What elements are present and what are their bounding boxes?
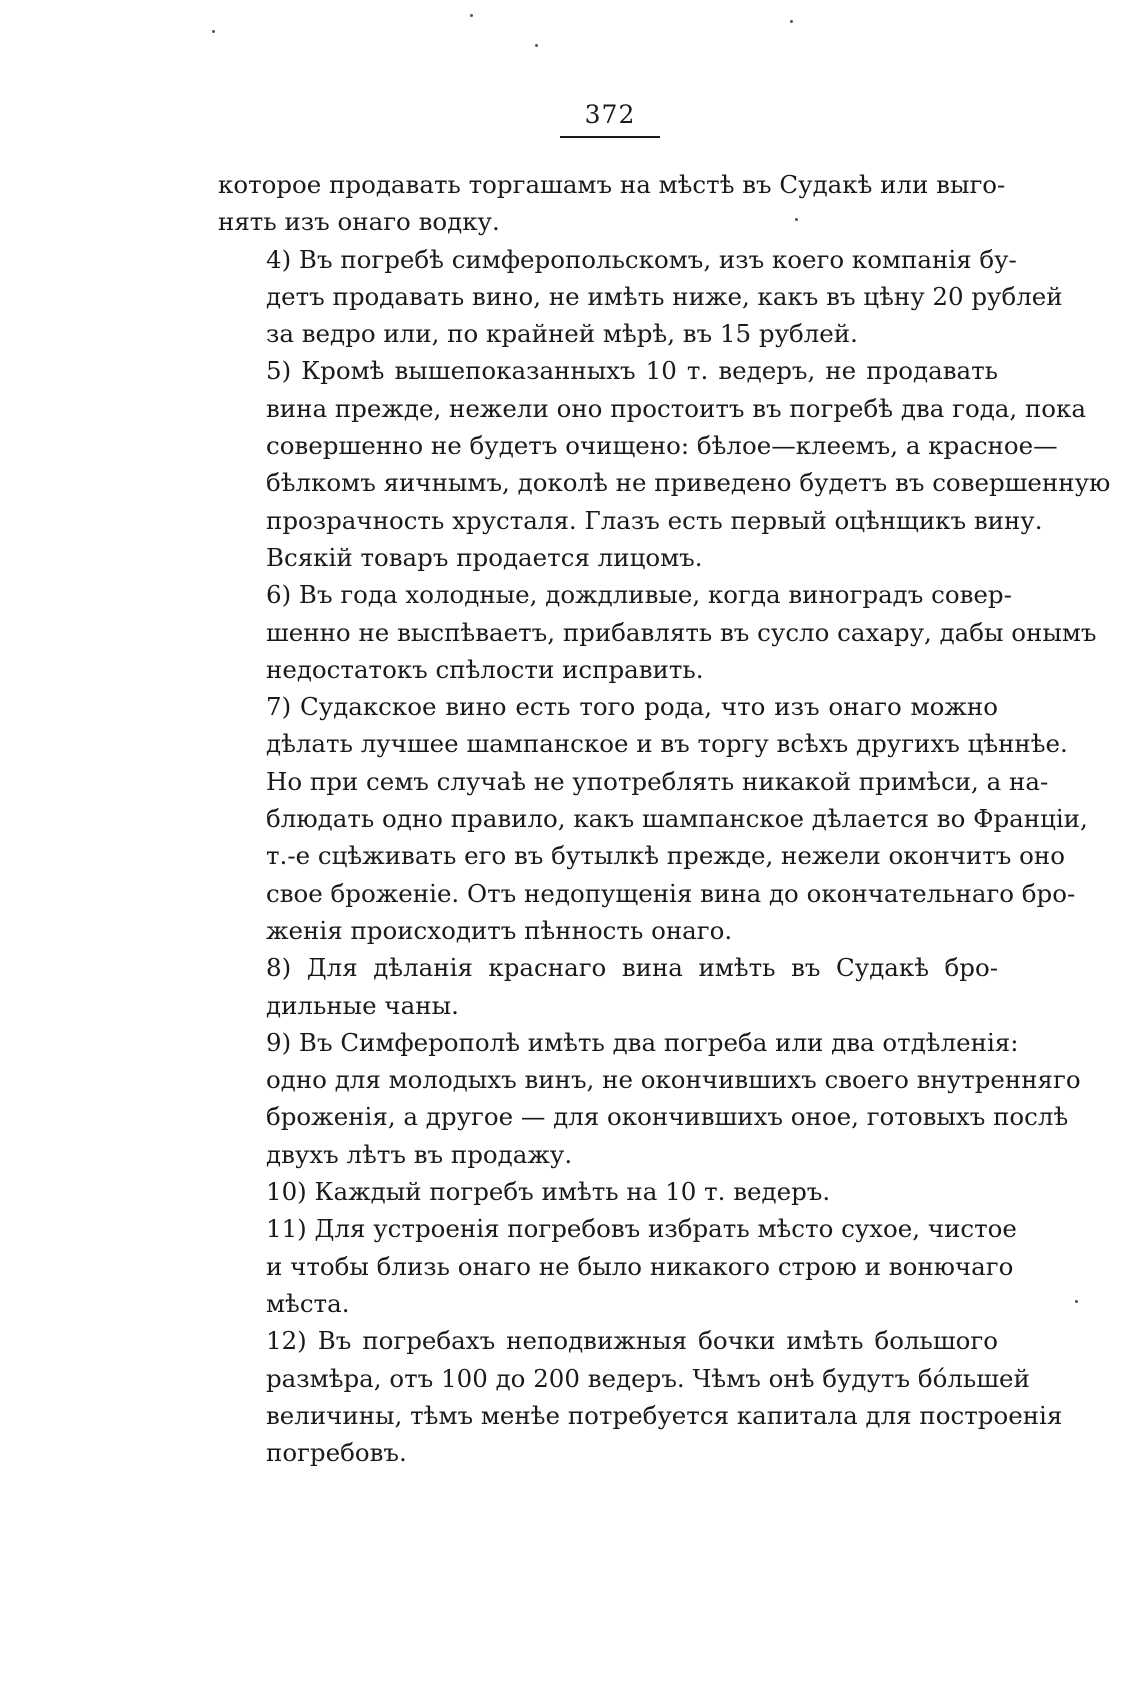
text-line: дильные чаны. xyxy=(266,990,459,1020)
text-line: блюдать одно правило, какъ шампанское дѣлается во Франціи, xyxy=(266,804,1088,834)
text-line: 10) Каждый погребъ имѣть на 10 т. ведеръ. xyxy=(266,1177,831,1207)
text-line: 6) Въ года холодные, дождливые, когда виноградъ совер- xyxy=(266,580,1012,610)
text-line: детъ продавать вино, не имѣть ниже, какъ въ цѣну 20 рублей xyxy=(266,281,1063,311)
text-line: броженія, а другое — для окончившихъ оное, готовыхъ послѣ xyxy=(266,1102,1069,1132)
text-line: Но при семъ случаѣ не употреблять никакой примѣси, а на- xyxy=(266,766,1049,796)
text-line: 12) Въ погребахъ неподвижныя бочки имѣть большого xyxy=(266,1326,998,1356)
text-line: Всякій товаръ продается лицомъ. xyxy=(266,542,703,572)
text-line: величины, тѣмъ менѣе потребуется капитала для построенія xyxy=(266,1400,1063,1430)
text-line: 5) Кромѣ вышепоказанныхъ 10 т. ведеръ, не продавать xyxy=(266,356,998,386)
paragraph-continuation xyxy=(218,166,1006,241)
paragraph xyxy=(218,1024,1081,1173)
text-line: за ведро или, по крайней мѣрѣ, въ 15 рублей. xyxy=(266,319,858,349)
text-line: которое продавать торгашамъ на мѣстѣ въ Судакѣ или выго- xyxy=(218,170,1006,199)
text-line: бѣлкомъ яичнымъ, доколѣ не приведено будетъ въ совершенную xyxy=(266,468,1111,498)
page-number: 372 xyxy=(584,100,636,129)
paragraph xyxy=(218,688,1088,949)
scan-speck xyxy=(1075,1300,1078,1303)
scan-speck xyxy=(470,14,473,17)
paragraph xyxy=(218,1322,1063,1471)
paragraph xyxy=(218,241,1063,353)
text-line: т.-е сцѣживать его въ бутылкѣ прежде, нежели окончитъ оно xyxy=(266,841,1065,871)
text-line: шенно не выспѣваетъ, прибавлять въ сусло сахару, дабы онымъ xyxy=(266,617,1097,647)
text-line: мѣста. xyxy=(266,1288,350,1318)
text-line: размѣра, отъ 100 до 200 ведеръ. Чѣмъ онѣ будутъ бо́льшей xyxy=(266,1363,1030,1393)
paragraph xyxy=(218,352,1111,576)
text-line: прозрачность хрусталя. Глазъ есть первый оцѣнщикъ вину. xyxy=(266,505,1043,535)
text-line: совершенно не будетъ очищено: бѣлое—клеемъ, а красное— xyxy=(266,431,1058,461)
text-line: 4) Въ погребѣ симферопольскомъ, изъ коего компанія бу- xyxy=(266,244,1017,274)
scan-speck xyxy=(535,44,538,47)
page-number-rule xyxy=(560,136,660,138)
text-line: свое броженіе. Отъ недопущенія вина до окончательнаго бро- xyxy=(266,878,1076,908)
text-line: 9) Въ Симферополѣ имѣть два погреба или два отдѣленія: xyxy=(266,1027,1019,1057)
scan-speck xyxy=(212,30,215,33)
paragraph xyxy=(218,576,1097,688)
text-line: 11) Для устроенія погребовъ избрать мѣсто сухое, чистое xyxy=(266,1214,1017,1244)
text-line: женія происходитъ пѣнность онаго. xyxy=(266,915,733,945)
paragraph xyxy=(218,1210,1017,1322)
text-line: дѣлать лучшее шампанское и въ торгу всѣхъ другихъ цѣннѣе. xyxy=(266,729,1068,759)
document-body xyxy=(218,166,1111,1471)
text-line: нять изъ онаго водку. xyxy=(218,207,500,237)
text-line: погребовъ. xyxy=(266,1438,407,1468)
text-line: недостатокъ спѣлости исправить. xyxy=(266,654,704,684)
text-line: 7) Судакское вино есть того рода, что изъ онаго можно xyxy=(266,692,998,722)
text-line: двухъ лѣтъ въ продажу. xyxy=(266,1139,573,1169)
paragraph xyxy=(218,1173,998,1210)
text-line: вина прежде, нежели оно простоитъ въ погребѣ два года, пока xyxy=(266,393,1086,423)
text-line: 8) Для дѣланія краснаго вина имѣть въ Судакѣ бро- xyxy=(266,953,998,983)
text-line: и чтобы близь онаго не было никакого строю и вонючаго xyxy=(266,1251,1014,1281)
scan-speck xyxy=(790,20,793,23)
text-line: одно для молодыхъ винъ, не окончившихъ своего внутренняго xyxy=(266,1065,1081,1095)
paragraph xyxy=(218,949,998,1024)
